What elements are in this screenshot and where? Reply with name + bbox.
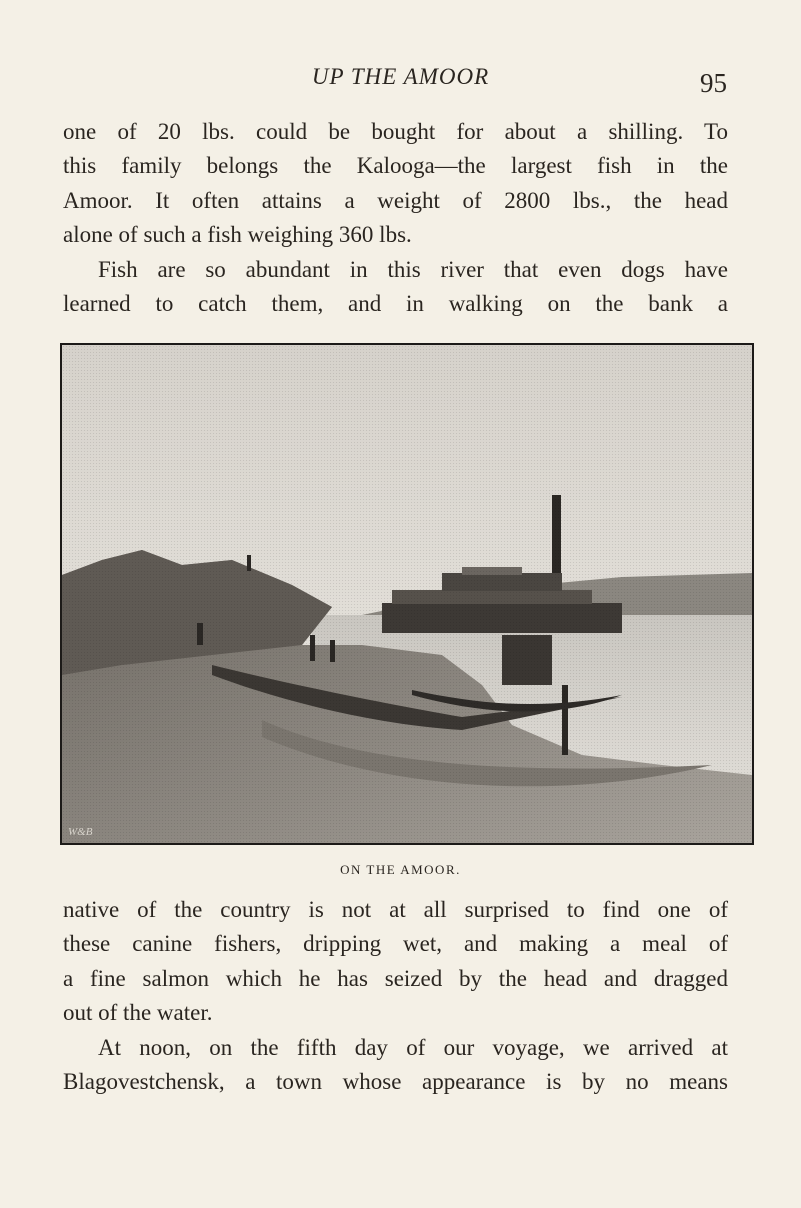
text-line: alone of such a fish weighing 360 lbs. (63, 222, 412, 248)
text-line: Amoor. It often attains a weight of 2800 lbs., the head (63, 187, 728, 213)
text-line: this family belongs the Kalooga—the largest fish in the (63, 153, 728, 179)
text-line: Fish are so abundant in this river that even dogs have (98, 256, 728, 282)
halftone-screen (62, 345, 752, 843)
river-photograph (62, 345, 752, 843)
text-line: native of the country is not at all surprised to find one of (63, 897, 728, 922)
page-header (0, 62, 801, 102)
text-line: a fine salmon which he has seized by the head and dragged (63, 965, 728, 991)
illustration-plate (60, 343, 754, 845)
text-block-bottom (63, 893, 728, 1099)
running-head: UP THE AMOOR (311, 64, 490, 89)
text-line: At noon, on the fifth day of our voyage, we arrived at (98, 1034, 728, 1060)
text-line: Blagovestchensk, a town whose appearance is by no means (63, 1069, 728, 1095)
text-block-top (63, 115, 728, 321)
page-number: 95 (700, 68, 727, 98)
plate-caption: ON THE AMOOR. (340, 862, 461, 877)
text-line: these canine fishers, dripping wet, and making a meal of (63, 931, 728, 957)
engraver-mark: W&B (68, 826, 93, 838)
text-line: out of the water. (63, 1000, 213, 1026)
text-line: one of 20 lbs. could be bought for about a shilling. To (63, 119, 728, 144)
text-line: learned to catch them, and in walking on the bank a (63, 291, 728, 317)
